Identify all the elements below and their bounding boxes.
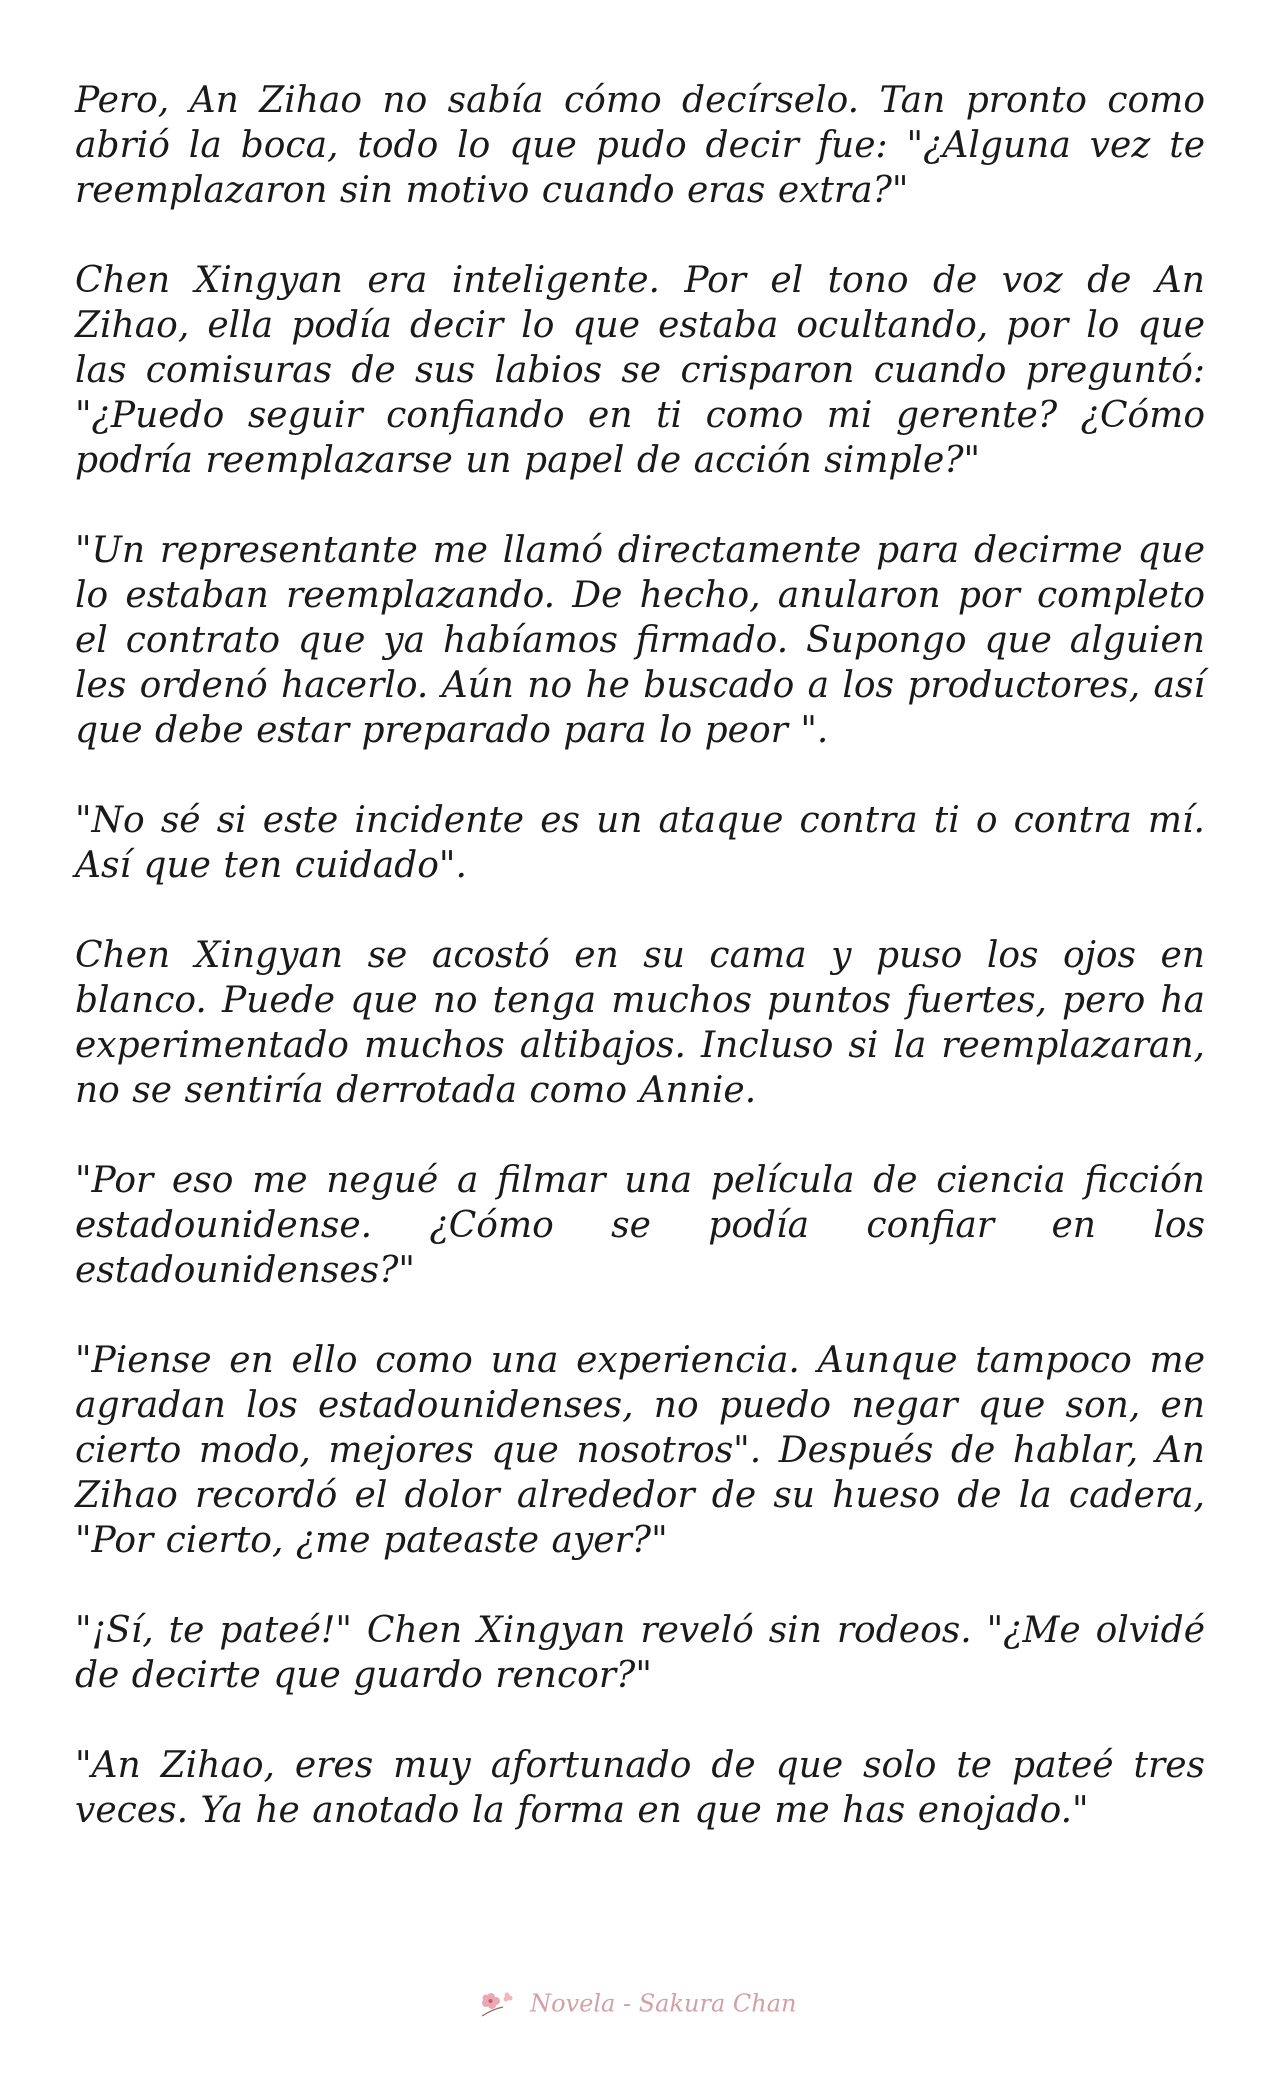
paragraph-9: "An Zihao, eres muy afortunado de que solo te pateé tres veces. Ya he anotado la forma en que me has enojado." [75, 1745, 1205, 1831]
paragraph-3: "Un representante me llamó directamente para decirme que lo estaban reemplazando. De hecho, anularon por completo el contrato que ya habíamos firmado. Supongo que alguien les ordenó hacerlo. Aún no he buscado a los productores, así que debe estar preparado para lo peor ". [75, 530, 1205, 751]
document-body [75, 78, 1205, 1878]
sakura-flower-icon [479, 1989, 517, 2019]
footer-text: Novela - Sakura Chan [530, 1989, 797, 2018]
paragraph-7: "Piense en ello como una experiencia. Aunque tampoco me agradan los estadounidenses, no puedo negar que son, en cierto modo, mejores que nosotros". Después de hablar, An Zihao recordó el dolor alrededor de su hueso de la cadera, "Por cierto, ¿me pateaste ayer?" [75, 1340, 1205, 1561]
paragraph-4: "No sé si este incidente es un ataque contra ti o contra mí. Así que ten cuidado". [75, 800, 1205, 886]
paragraph-2: Chen Xingyan era inteligente. Por el tono de voz de An Zihao, ella podía decir lo que estaba ocultando, por lo que las comisuras de sus labios se crisparon cuando preguntó: "¿Puedo seguir confiando en ti como mi gerente? ¿Cómo podría reemplazarse un papel de acción simple?" [75, 260, 1205, 481]
paragraph-6: "Por eso me negué a filmar una película de ciencia ficción estadounidense. ¿Cómo se podía confiar en los estadounidenses?" [75, 1160, 1205, 1291]
paragraph-1: Pero, An Zihao no sabía cómo decírselo. Tan pronto como abrió la boca, todo lo que pudo decir fue: "¿Alguna vez te reemplazaron sin motivo cuando eras extra?" [75, 80, 1205, 211]
footer-watermark [0, 1988, 1275, 2019]
paragraph-5: Chen Xingyan se acostó en su cama y puso los ojos en blanco. Puede que no tenga muchos puntos fuertes, pero ha experimentado muchos altibajos. Incluso si la reemplazaran, no se sentiría derrotada como Annie. [75, 935, 1205, 1111]
paragraph-8: "¡Sí, te pateé!" Chen Xingyan reveló sin rodeos. "¿Me olvidé de decirte que guardo rencor?" [75, 1610, 1205, 1696]
